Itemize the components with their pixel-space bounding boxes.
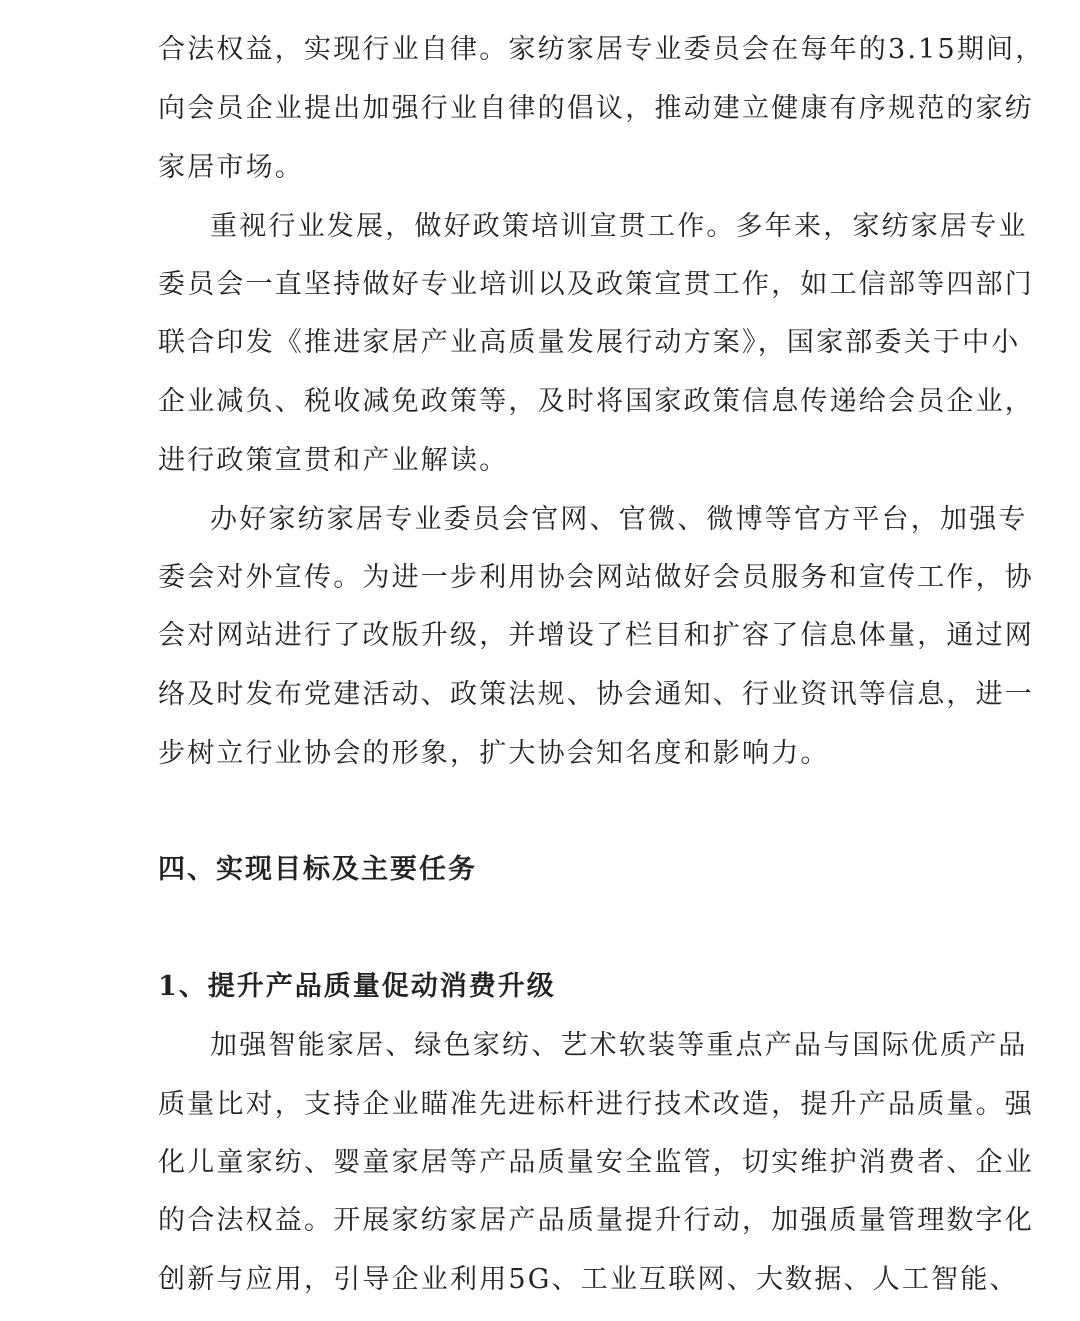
- paragraph-line: 的合法权益。开展家纺家居产品质量提升行动，加强质量管理数字化: [158, 1205, 1034, 1236]
- paragraph-line: 加强智能家居、绿色家纺、艺术软装等重点产品与国际优质产品: [210, 1030, 1028, 1061]
- paragraph-line: 进行政策宣贯和产业解读。: [158, 445, 509, 476]
- paragraph-line: 步树立行业协会的形象，扩大协会知名度和影响力。: [158, 738, 830, 769]
- paragraph-line: 委会对外宣传。为进一步利用协会网站做好会员服务和宣传工作，协: [158, 562, 1034, 593]
- paragraph-line: 质量比对，支持企业瞄准先进标杆进行技术改造，提升产品质量。强: [158, 1089, 1034, 1120]
- paragraph-line: 向会员企业提出加强行业自律的倡议，推动建立健康有序规范的家纺: [158, 93, 1034, 124]
- sub-heading: 1、提升产品质量促动消费升级: [158, 971, 556, 1002]
- paragraph-line: 委员会一直坚持做好专业培训以及政策宣贯工作，如工信部等四部门: [158, 269, 1034, 300]
- paragraph-line: 重视行业发展，做好政策培训宣贯工作。多年来，家纺家居专业: [210, 211, 1028, 242]
- paragraph-line: 创新与应用，引导企业利用5G、工业互联网、大数据、人工智能、: [158, 1264, 1019, 1295]
- paragraph-line: 络及时发布党建活动、政策法规、协会通知、行业资讯等信息，进一: [158, 679, 1034, 710]
- paragraph-line: 合法权益，实现行业自律。家纺家居专业委员会在每年的3.15期间，: [158, 34, 1045, 65]
- paragraph-line: 会对网站进行了改版升级，并增设了栏目和扩容了信息体量，通过网: [158, 620, 1034, 651]
- paragraph-line: 家居市场。: [158, 152, 304, 183]
- paragraph-line: 企业减负、税收减免政策等，及时将国家政策信息传递给会员企业，: [158, 386, 1034, 417]
- paragraph-line: 办好家纺家居专业委员会官网、官微、微博等官方平台，加强专: [210, 504, 1028, 535]
- section-heading: 四、实现目标及主要任务: [158, 854, 477, 885]
- paragraph-line: 联合印发《推进家居产业高质量发展行动方案》，国家部委关于中小: [158, 327, 1021, 358]
- paragraph-line: 化儿童家纺、婴童家居等产品质量安全监管，切实维护消费者、企业: [158, 1147, 1034, 1178]
